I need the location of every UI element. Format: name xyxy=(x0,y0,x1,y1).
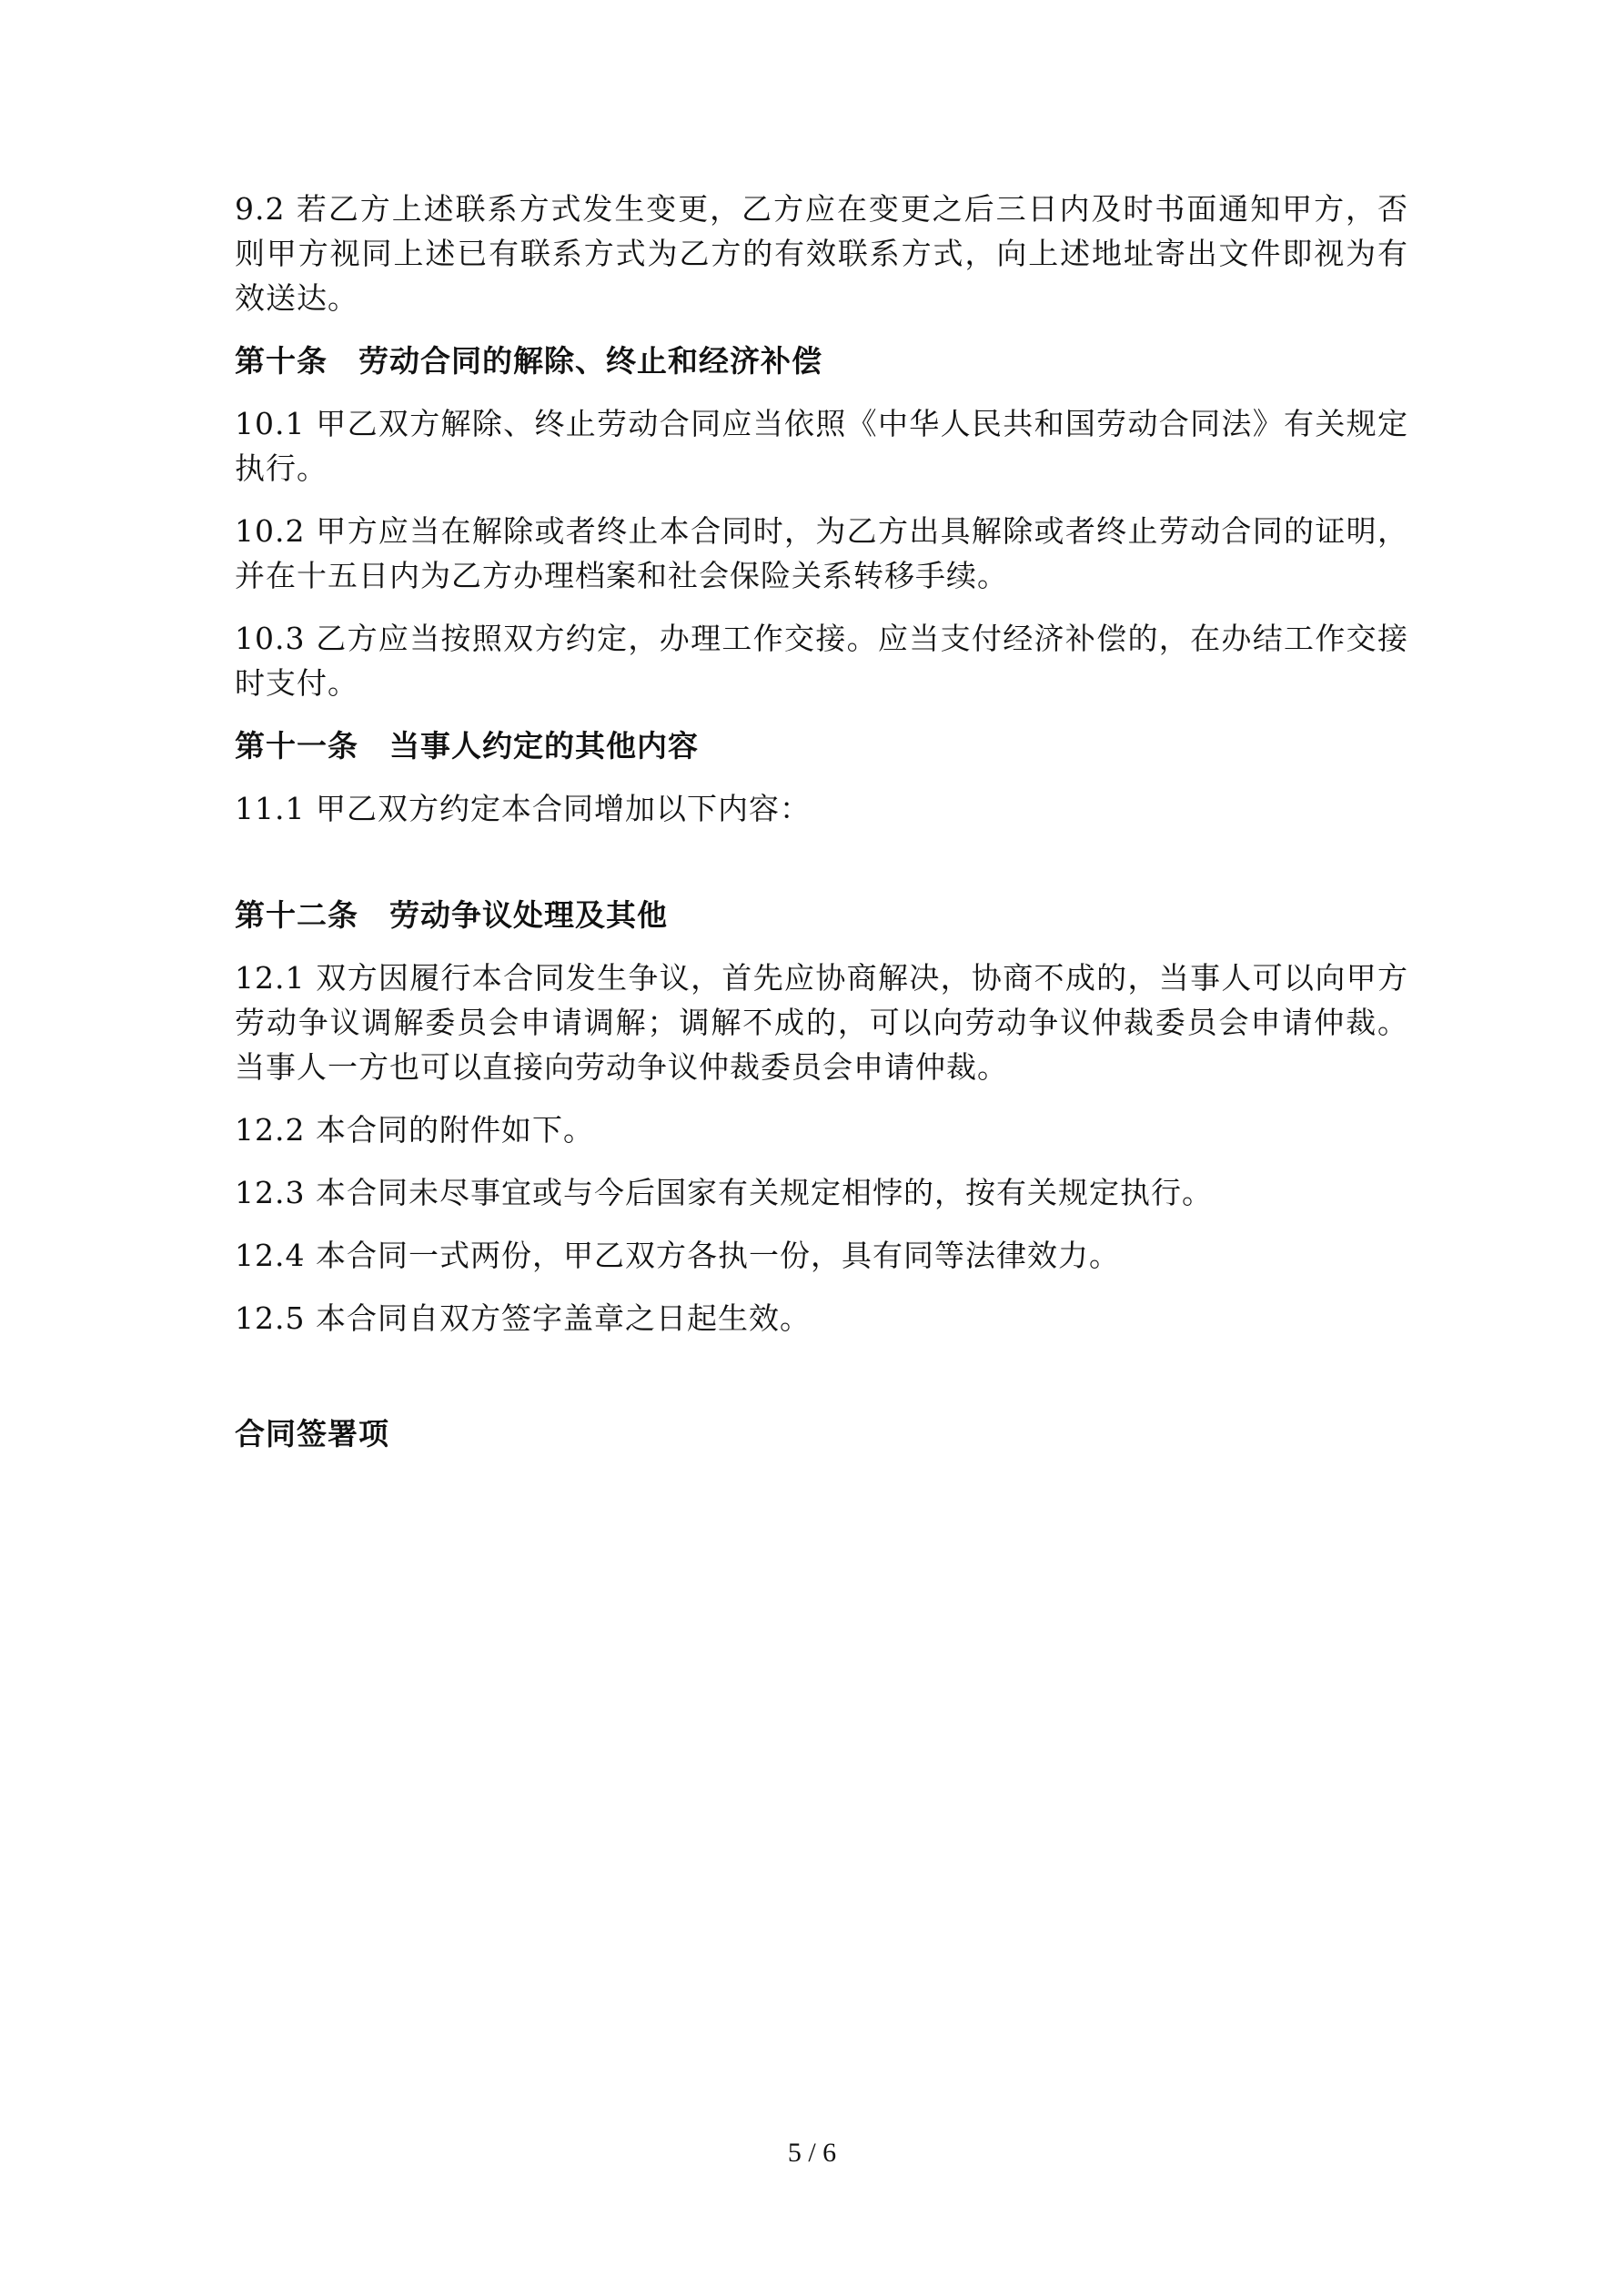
article-11-heading: 第十一条 当事人约定的其他内容 xyxy=(235,728,699,764)
clause-12-3: 12.3 本合同未尽事宜或与今后国家有关规定相悖的，按有关规定执行。 xyxy=(235,1175,1213,1210)
clause-10-3: 10.3 乙方应当按照双方约定，办理工作交接。应当支付经济补偿的，在办结工作交接时支付。 xyxy=(235,621,1408,701)
section-gap xyxy=(235,1359,1408,1411)
clause-11-1: 11.1 甲乙双方约定本合同增加以下内容： xyxy=(235,791,811,826)
signing-section-heading: 合同签署项 xyxy=(235,1416,389,1451)
page-number: 5 / 6 xyxy=(787,2138,837,2168)
blank-content-area xyxy=(235,849,1408,893)
clause-12-2: 12.2 本合同的附件如下。 xyxy=(235,1112,594,1148)
article-12-heading: 第十二条 劳动争议处理及其他 xyxy=(235,897,668,933)
clause-12-5: 12.5 本合同自双方签字盖章之日起生效。 xyxy=(235,1300,811,1336)
clause-12-1: 12.1 双方因履行本合同发生争议，首先应协商解决，协商不成的，当事人可以向甲方劳动争议调解委员会申请调解；调解不成的，可以向劳动争议仲裁委员会申请仲裁。当事人一方也可以直接向劳动争议仲裁委员会申请仲裁。 xyxy=(235,960,1408,1085)
clause-10-1: 10.1 甲乙双方解除、终止劳动合同应当依照《中华人民共和国劳动合同法》有关规定执行。 xyxy=(235,406,1408,486)
clause-12-4: 12.4 本合同一式两份，甲乙双方各执一份，具有同等法律效力。 xyxy=(235,1238,1120,1273)
contract-page-body xyxy=(235,187,1408,1474)
clause-10-2: 10.2 甲方应当在解除或者终止本合同时，为乙方出具解除或者终止劳动合同的证明，并在十五日内为乙方办理档案和社会保险关系转移手续。 xyxy=(235,513,1408,593)
article-10-heading: 第十条 劳动合同的解除、终止和经济补偿 xyxy=(235,343,822,379)
clause-9-2: 9.2 若乙方上述联系方式发生变更，乙方应在变更之后三日内及时书面通知甲方，否则甲方视同上述已有联系方式为乙方的有效联系方式，向上述地址寄出文件即视为有效送达。 xyxy=(235,191,1408,316)
